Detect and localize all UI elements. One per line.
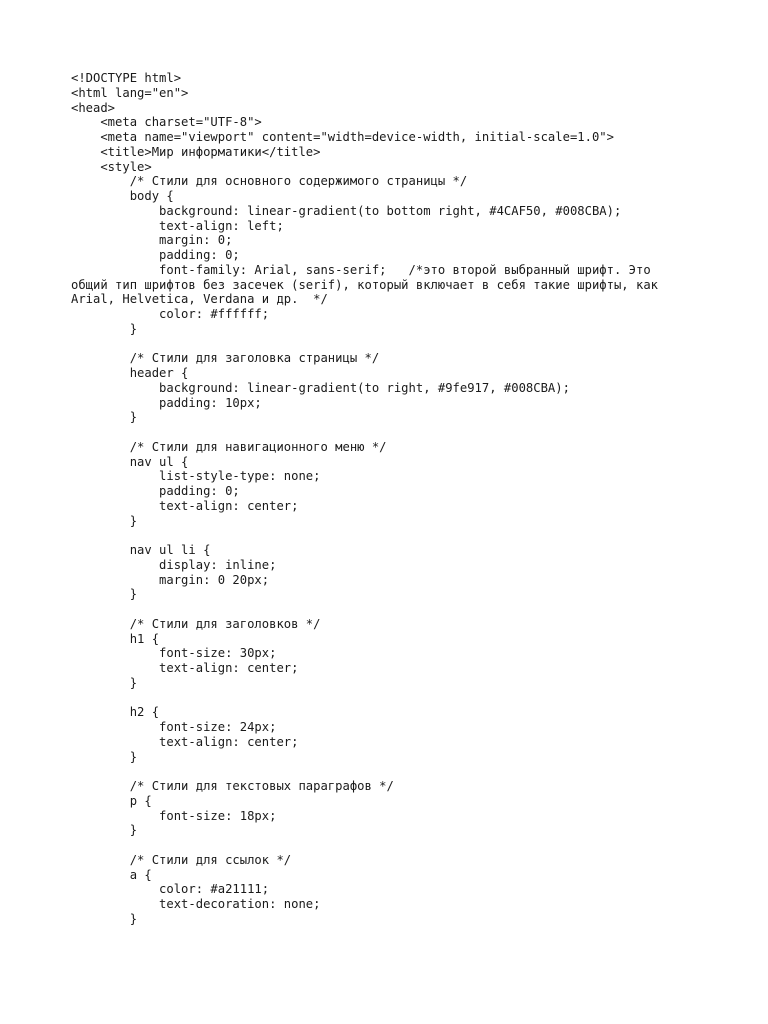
code-line: } — [71, 911, 138, 926]
code-line: <!DOCTYPE html> — [71, 71, 182, 85]
code-line — [71, 337, 691, 352]
code-line: font-size: 24px; — [71, 720, 277, 734]
code-line: } — [71, 513, 138, 528]
code-line: h2 { — [71, 705, 160, 720]
code-line: <html lang="en"> — [71, 85, 189, 100]
code-line: /* Стили для заголовка страницы */ — [71, 351, 380, 366]
code-line: } — [71, 587, 138, 602]
code-line: font-size: 18px; — [71, 808, 277, 823]
code-line: /* Стили для текстовых параграфов */ — [71, 779, 394, 793]
code-line: background: linear-gradient(to right, #9fe917, #008CBA); — [71, 380, 570, 395]
code-line: list-style-type: none; — [71, 469, 321, 484]
code-line: text-decoration: none; — [71, 897, 321, 911]
code-line: <meta charset="UTF-8"> — [71, 115, 262, 130]
code-line: margin: 0 20px; — [71, 572, 270, 587]
code-line: background: linear-gradient(to bottom right, #4CAF50, #008CBA); — [71, 203, 622, 218]
code-line: padding: 10px; — [71, 395, 262, 410]
code-line: /* Стили для навигационного меню */ — [71, 439, 387, 454]
code-line: } — [71, 321, 138, 336]
code-line: p { — [71, 793, 152, 808]
code-line: text-align: center; — [71, 498, 299, 513]
code-line — [71, 425, 691, 440]
code-line: Arial, Helvetica, Verdana и др. */ — [71, 292, 328, 307]
code-line: /* Стили для ссылок */ — [71, 852, 292, 867]
code-line: <title>Мир информатики</title> — [71, 144, 321, 159]
code-line: text-align: left; — [71, 218, 284, 233]
code-line: общий тип шрифтов без засечек (serif), который включает в себя такие шрифты, как — [71, 277, 658, 292]
code-line: } — [71, 749, 138, 764]
code-line: text-align: center; — [71, 661, 299, 675]
code-line: display: inline; — [71, 557, 277, 572]
code-line: padding: 0; — [71, 248, 240, 262]
code-line: color: #a21111; — [71, 882, 270, 897]
code-line: /* Стили для основного содержимого страницы */ — [71, 174, 468, 189]
code-line: nav ul { — [71, 454, 189, 469]
code-line: margin: 0; — [71, 233, 233, 248]
code-line: /* Стили для заголовков */ — [71, 616, 321, 631]
code-line: font-family: Arial, sans-serif; /*это второй выбранный шрифт. Это — [71, 262, 651, 277]
code-line: header { — [71, 366, 189, 380]
code-line: a { — [71, 867, 152, 882]
code-line: padding: 0; — [71, 484, 240, 498]
code-line: h1 { — [71, 631, 160, 646]
code-line: text-align: center; — [71, 734, 299, 749]
code-line — [71, 691, 691, 706]
code-line — [71, 528, 691, 543]
code-line: } — [71, 823, 138, 838]
code-line: color: #ffffff; — [71, 307, 270, 321]
code-line: body { — [71, 189, 174, 203]
code-line: <meta name="viewport" content="width=device-width, initial-scale=1.0"> — [71, 130, 614, 144]
code-line: } — [71, 410, 138, 425]
code-line — [71, 602, 691, 617]
code-line — [71, 838, 691, 853]
code-line: } — [71, 675, 138, 690]
code-line: font-size: 30px; — [71, 646, 277, 661]
code-line: nav ul li { — [71, 543, 211, 557]
code-line — [71, 764, 691, 779]
code-line: <style> — [71, 159, 152, 174]
code-listing — [71, 71, 691, 927]
code-line: <head> — [71, 100, 116, 115]
